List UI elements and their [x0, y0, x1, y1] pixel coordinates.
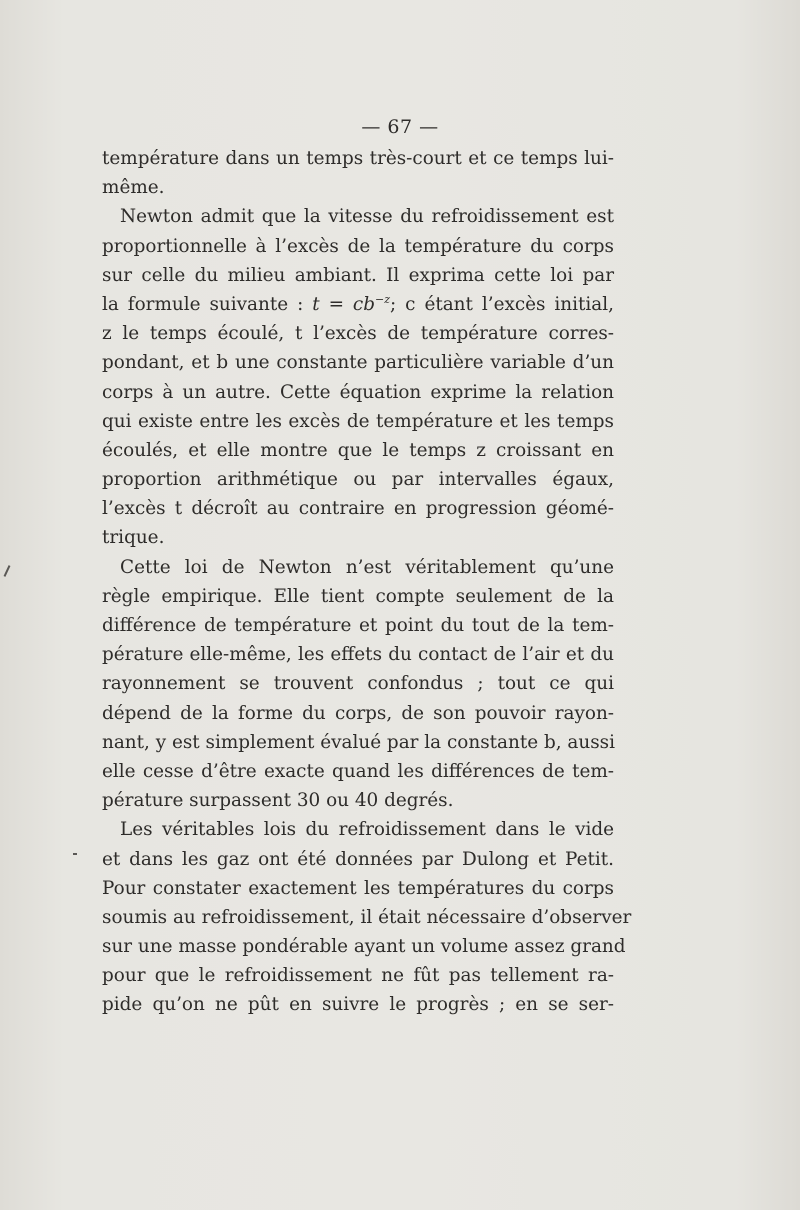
text-line: sur une masse pondérable ayant un volume assez grand [102, 936, 626, 958]
text-line: Pour constater exactement les températures du corps [102, 877, 614, 899]
text-line: température dans un temps très-court et ce temps lui- [102, 148, 614, 169]
newton-cooling-formula: t = cb [312, 293, 376, 315]
page-number: — 67 — [361, 116, 439, 138]
body-text [102, 144, 632, 1020]
text-line: même. [102, 177, 165, 199]
formula-exponent: −z [375, 292, 391, 306]
text-line: pérature elle-même, les effets du contact de l’air et du [102, 644, 614, 666]
formula-lead-text: la formule suivante : [102, 293, 313, 315]
text-line: corps à un autre. Cette équation exprime la relation [102, 381, 614, 403]
text-line: soumis au refroidissement, il était nécessaire d’observer [102, 906, 632, 928]
text-line: pide qu’on ne pût en suivre le progrès ; en se ser- [102, 994, 614, 1016]
text-line: pérature surpassent 30 ou 40 degrés. [102, 790, 454, 812]
text-line: proportion arithmétique ou par intervalles égaux, [102, 469, 614, 491]
text-line [102, 290, 614, 319]
text-line: et dans les gaz ont été données par Dulong et Petit. [102, 848, 614, 870]
text-line: différence de température et point du tout de la tem- [102, 615, 614, 636]
text-line: Newton admit que la vitesse du refroidissement est [120, 206, 614, 228]
text-line: dépend de la forme du corps, de son pouvoir rayon- [102, 702, 614, 724]
text-line: z le temps écoulé, t l’excès de température corres- [102, 323, 614, 345]
text-line: pour que le refroidissement ne fût pas tellement ra- [102, 965, 614, 987]
text-line: sur celle du milieu ambiant. Il exprima cette loi par [102, 264, 614, 286]
margin-mark [4, 565, 11, 577]
text-line: Les véritables lois du refroidissement dans le vide [120, 819, 614, 841]
text-line: nant, y est simplement évalué par la constante b, aussi [102, 731, 615, 753]
text-line: pondant, et b une constante particulière variable d’un [102, 352, 614, 374]
text-line: proportionnelle à l’excès de la température du corps [102, 235, 614, 257]
text-line: l’excès t décroît au contraire en progression géomé- [102, 498, 614, 520]
text-line: qui existe entre les excès de température et les temps [102, 410, 614, 432]
text-line: Cette loi de Newton n’est véritablement qu’une [120, 556, 614, 578]
text-line: écoulés, et elle montre que le temps z croissant en [102, 439, 614, 461]
text-line: elle cesse d’être exacte quand les différences de tem- [102, 760, 614, 782]
text-line: trique. [102, 527, 165, 549]
text-line: rayonnement se trouvent confondus ; tout ce qui [102, 673, 614, 695]
text-line: règle empirique. Elle tient compte seulement de la [102, 585, 614, 607]
margin-mark [73, 853, 77, 855]
formula-trailing-text: ; c étant l’excès initial, [390, 293, 614, 315]
